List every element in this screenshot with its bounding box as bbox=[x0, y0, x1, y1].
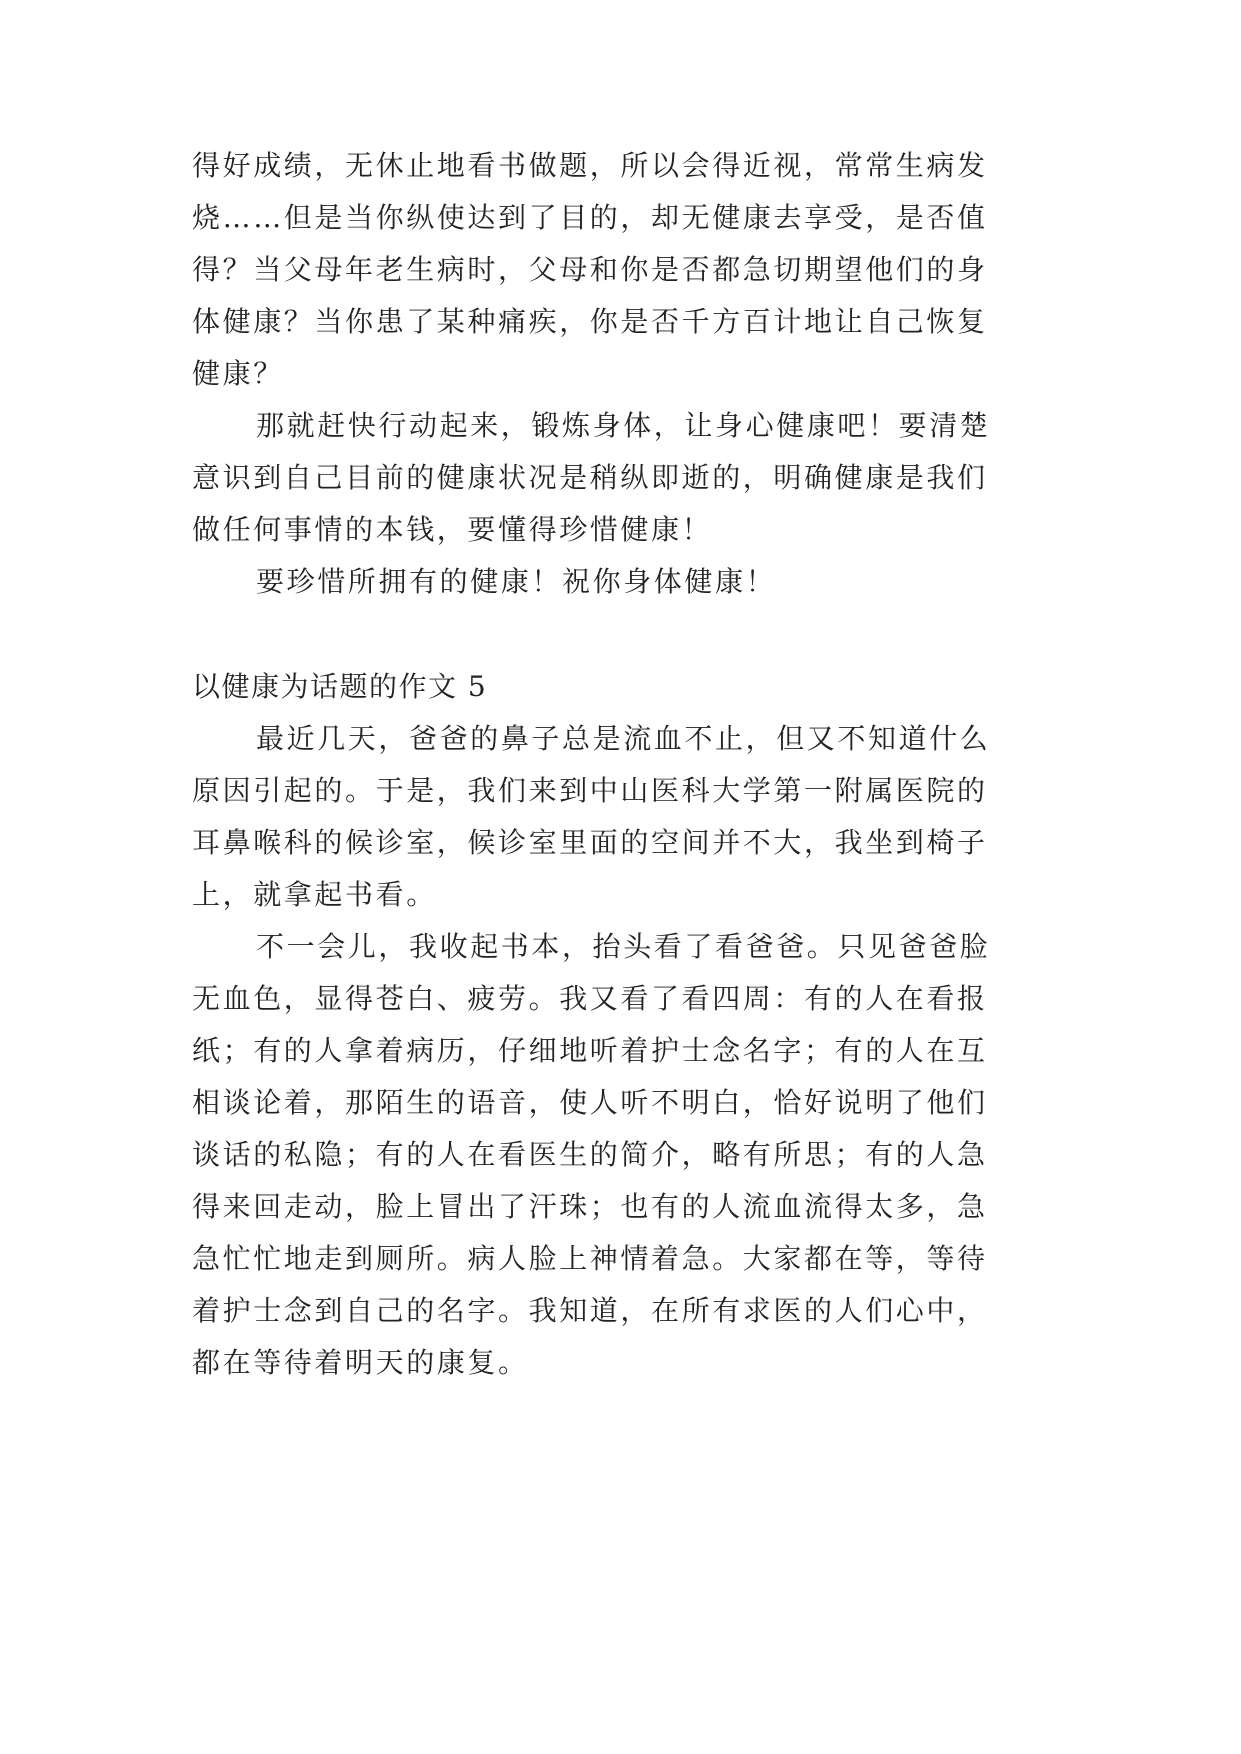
text-line: 得来回走动，脸上冒出了汗珠；也有的人流血流得太多，急 bbox=[192, 1190, 988, 1223]
text-line: 意识到自己目前的健康状况是稍纵即逝的，明确健康是我们 bbox=[192, 461, 988, 494]
text-line: 得？当父母年老生病时，父母和你是否都急切期望他们的身 bbox=[192, 253, 988, 286]
text-line: 不一会儿，我收起书本，抬头看了看爸爸。只见爸爸脸 bbox=[256, 930, 991, 963]
text-line: 得好成绩，无休止地看书做题，所以会得近视，常常生病发 bbox=[192, 149, 988, 182]
text-line: 原因引起的。于是，我们来到中山医科大学第一附属医院的 bbox=[192, 774, 988, 807]
text-line: 无血色，显得苍白、疲劳。我又看了看四周：有的人在看报 bbox=[192, 982, 988, 1015]
text-line: 急忙忙地走到厕所。病人脸上神情着急。大家都在等，等待 bbox=[192, 1242, 988, 1275]
text-line: 上，就拿起书看。 bbox=[192, 878, 437, 911]
text-line: 烧……但是当你纵使达到了目的，却无健康去享受，是否值 bbox=[192, 201, 988, 234]
text-line: 那就赶快行动起来，锻炼身体，让身心健康吧！要清楚 bbox=[256, 409, 991, 442]
text-line: 相谈论着，那陌生的语音，使人听不明白，恰好说明了他们 bbox=[192, 1086, 988, 1119]
text-line: 谈话的私隐；有的人在看医生的简介，略有所思；有的人急 bbox=[192, 1138, 988, 1171]
text-line: 做任何事情的本钱，要懂得珍惜健康！ bbox=[192, 513, 713, 546]
text-line: 健康？ bbox=[192, 357, 284, 390]
text-line: 纸；有的人拿着病历，仔细地听着护士念名字；有的人在互 bbox=[192, 1034, 988, 1067]
text-line: 最近几天，爸爸的鼻子总是流血不止，但又不知道什么 bbox=[256, 722, 991, 755]
text-line: 着护士念到自己的名字。我知道，在所有求医的人们心中， bbox=[192, 1294, 988, 1327]
text-line: 耳鼻喉科的候诊室，候诊室里面的空间并不大，我坐到椅子 bbox=[192, 826, 988, 859]
text-line: 要珍惜所拥有的健康！祝你身体健康！ bbox=[256, 565, 777, 598]
essay-title: 以健康为话题的作文 5 bbox=[192, 670, 488, 703]
text-line: 体健康？当你患了某种痛疾，你是否千方百计地让自己恢复 bbox=[192, 305, 988, 338]
text-line: 都在等待着明天的康复。 bbox=[192, 1346, 529, 1379]
